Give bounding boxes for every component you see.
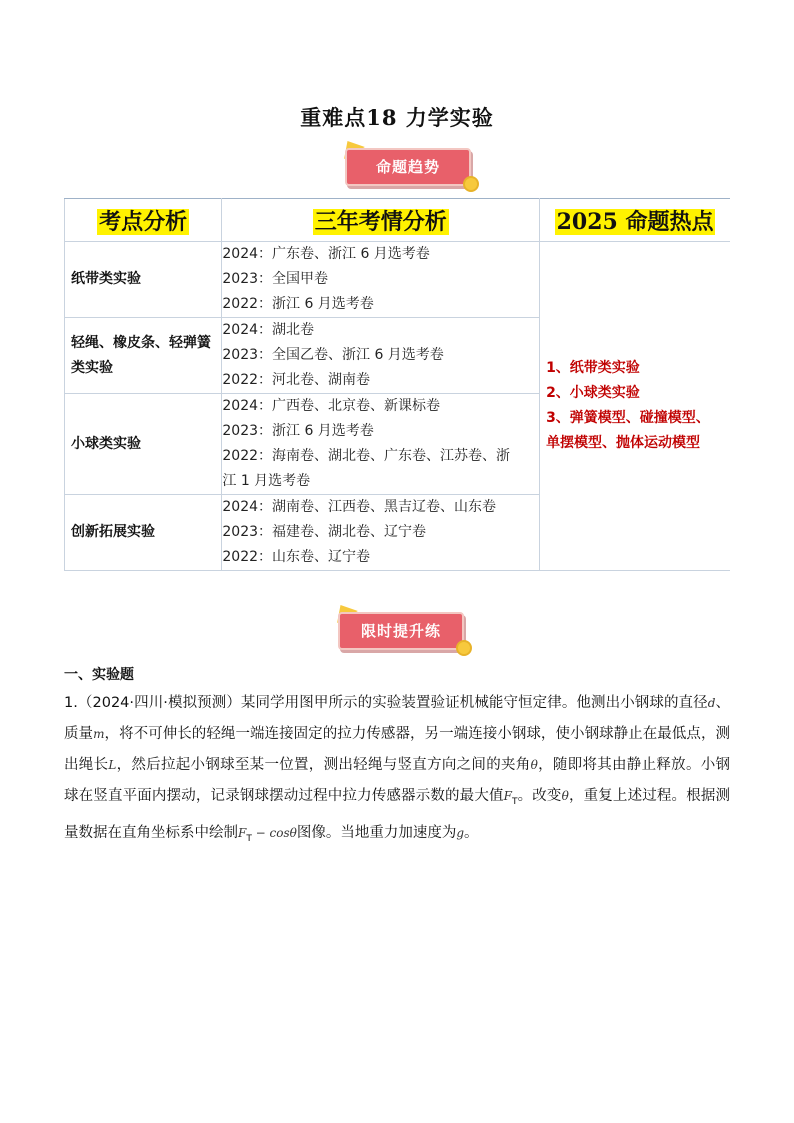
header-cell: 考点分析: [65, 199, 222, 242]
var-FT: F: [238, 825, 247, 840]
table-row: [65, 242, 731, 318]
hot-points-cell: 1、纸带类实验 2、小球类实验 3、弹簧模型、碰撞模型、 单摆模型、抛体运动模型: [540, 242, 730, 571]
category-cell: 创新拓展实验: [65, 495, 222, 571]
var-theta: θ: [561, 789, 569, 803]
category-cell: 纸带类实验: [65, 242, 222, 318]
var-theta: θ: [530, 758, 538, 772]
page-title: 重难点18 力学实验: [300, 105, 494, 130]
practice-badge: [338, 612, 464, 650]
question-text: 1.（2024·四川·模拟预测）某同学用图甲所示的实验装置验证机械能守恒定律。他测出小钢球的直径d、质量m，将不可伸长的轻绳一端连接固定的拉力传感器，另一端连接小钢球，使小钢球静止在最低点，测出绳长L，然后拉起小钢球至某一位置，测出轻绳与竖直方向之间的夹角θ，随即将其由静止释放。小钢球在竖直平面内摆动，记录钢球摆动过程中拉力传感器示数的最大值$F_T$。改变θ，重复上述过程。根据测量数据在直角坐标系中绘制$F_T - \cos\theta$图像。当地重力加速度为g。: [64, 695, 731, 844]
category-cell: 轻绳、橡皮条、轻弹簧类实验: [65, 318, 222, 394]
var-FT: F: [503, 789, 512, 803]
header-cell: 三年考情分析: [222, 199, 540, 242]
var-d: d: [707, 696, 716, 710]
trend-badge-label: 命题趋势: [375, 158, 440, 176]
years-cell: 2024：湖北卷 2023：全国乙卷、浙江 6 月选考卷 2022：河北卷、湖南卷: [222, 318, 540, 394]
coin-icon: [463, 176, 479, 192]
coin-icon: [456, 640, 472, 656]
var-L: L: [108, 758, 117, 772]
var-g: g: [456, 825, 465, 840]
practice-badge-label: 限时提升练: [360, 622, 441, 640]
table-header-row: [65, 199, 731, 242]
years-cell: 2024：湖南卷、江西卷、黑吉辽卷、山东卷 2023：福建卷、湖北卷、辽宁卷 2022：山东卷、辽宁卷: [222, 495, 540, 571]
years-cell: 2024：广东卷、浙江 6 月选考卷 2023：全国甲卷 2022：浙江 6 月选考卷: [222, 242, 540, 318]
analysis-table: [64, 198, 730, 571]
header-cell: 2025 命题热点: [540, 199, 730, 242]
section-title: 一、实验题: [64, 667, 134, 683]
years-cell: 2024：广西卷、北京卷、新课标卷 2023：浙江 6 月选考卷 2022：海南卷、湖北卷、广东卷、江苏卷、浙 江 1 月选考卷: [222, 394, 540, 495]
var-cos-theta: − cosθ: [251, 825, 297, 840]
category-cell: 小球类实验: [65, 394, 222, 495]
var-m: m: [93, 727, 105, 741]
trend-badge: [345, 148, 471, 186]
